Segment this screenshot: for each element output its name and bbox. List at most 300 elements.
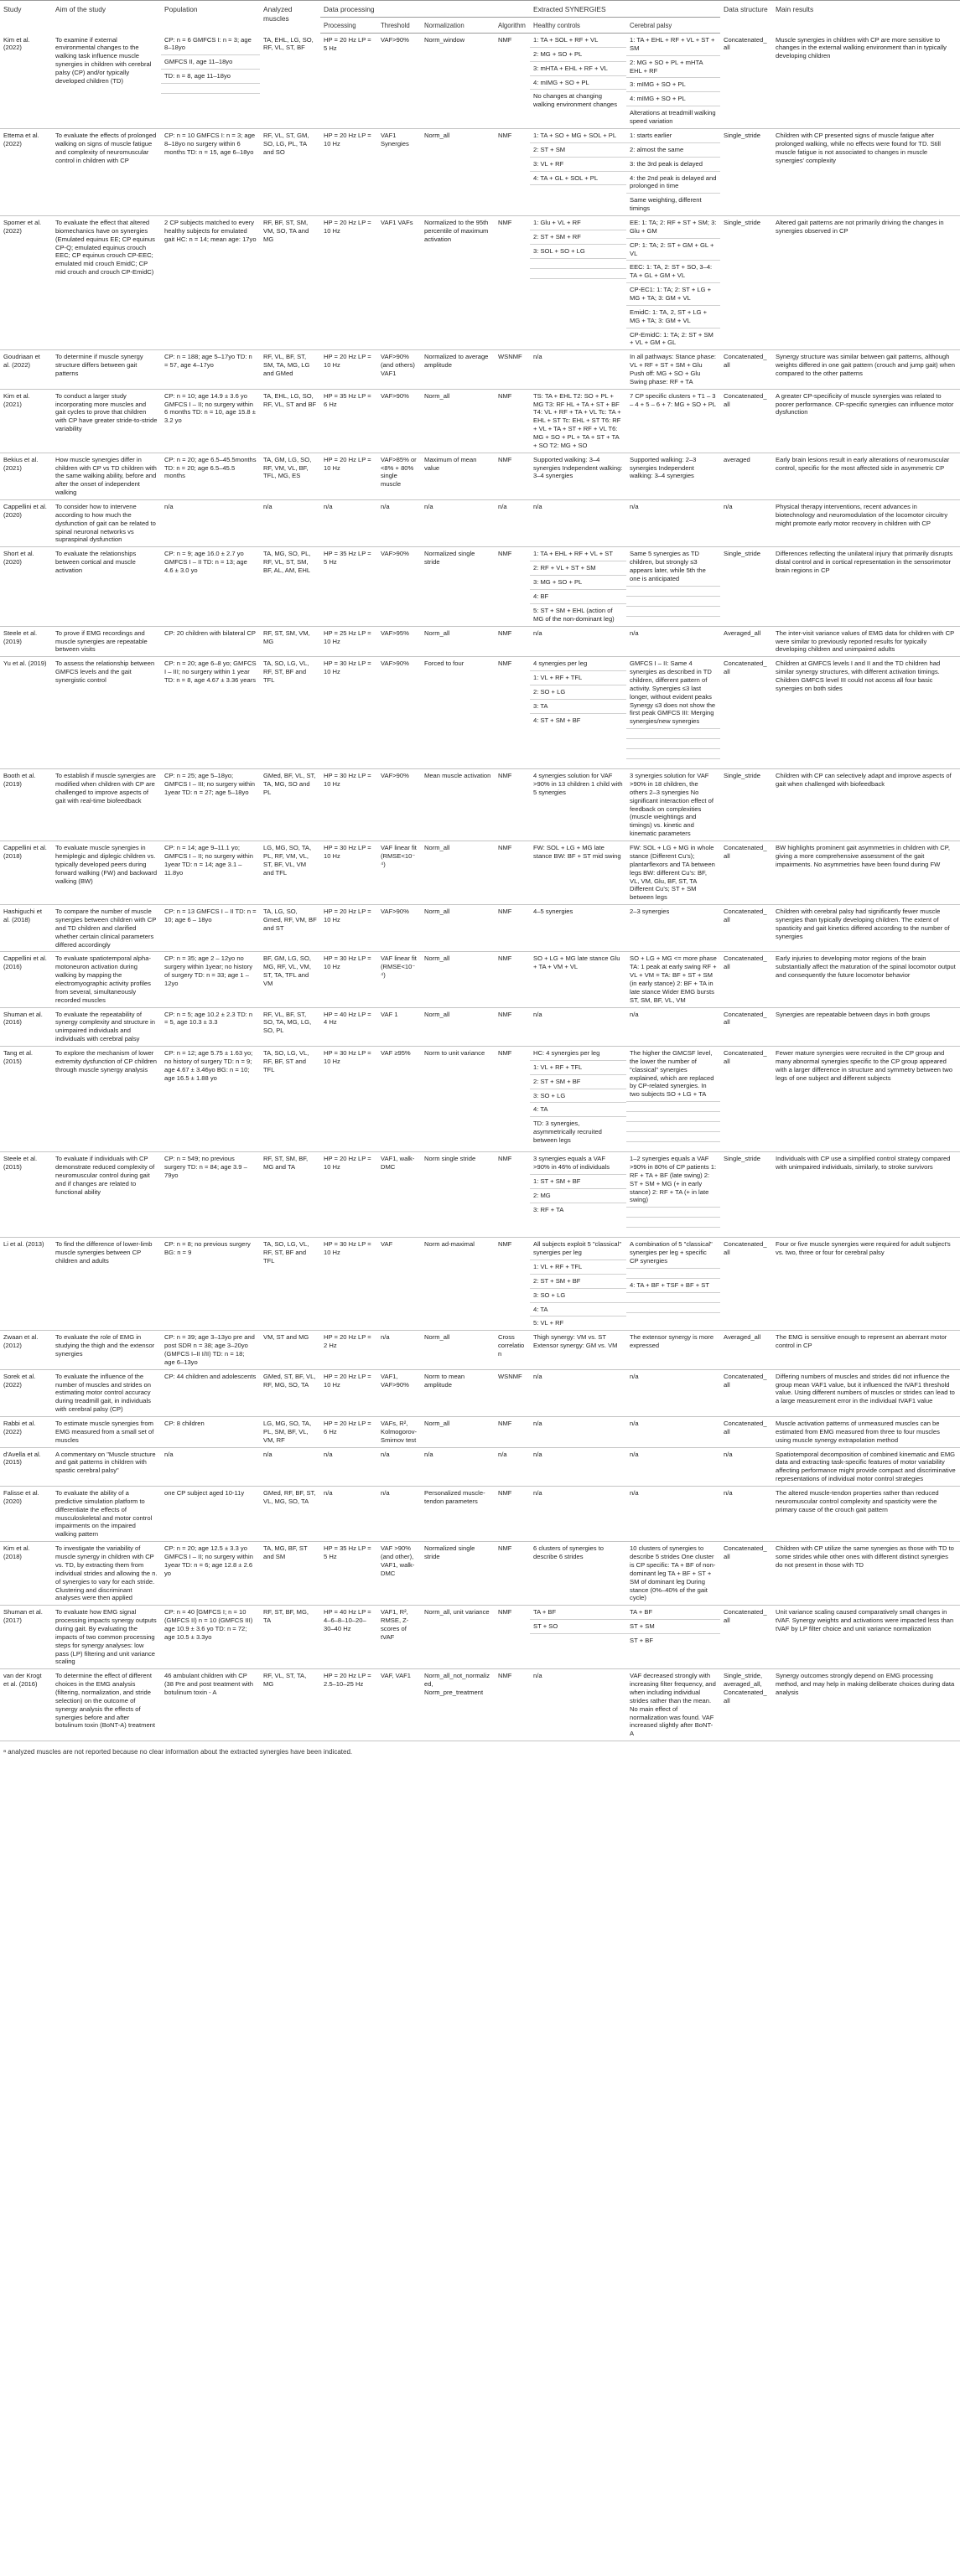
main-results-cell: Children with CP presented signs of muscle fatigue after prolonged walking, while no effects were found for TD. Still muscle fatigue is not associated to changes in muscle synergies' complexity (772, 128, 960, 215)
main-results-cell: Children with CP can selectively adapt and improve aspects of gait when challenged with biofeedback (772, 769, 960, 841)
healthy-controls-cell-entry: 1: VL + RF + TFL (530, 1060, 626, 1074)
population-cell-entry: TD: n = 8, age 11–18yo (161, 69, 260, 83)
normalization-cell: Norm_all (421, 1007, 495, 1046)
healthy-controls-cell (530, 34, 626, 129)
threshold-cell: VAF1 VAFs (377, 215, 421, 349)
healthy-controls-cell (530, 1542, 626, 1606)
aim-cell: A commentary on "Muscle structure and gait patterns in children with spastic cerebral palsy" (52, 1447, 161, 1486)
cerebral-palsy-cell-entry: 7 CP specific clusters + T1 – 3 – 4 + 5 – 6 + 7: MG + SO + PL (630, 391, 717, 408)
muscles-cell: RF, VL, ST, GM, SO, LG, PL, TA and SO (260, 128, 320, 215)
population-cell-entry: 2 CP subjects matched to every healthy subjects for emulated gait HC: n = 14; mean age: 17yo (164, 218, 257, 243)
normalization-cell: Norm_all (421, 1417, 495, 1448)
data-structure-cell: Single_stride, averaged_all, Concatenated_all (720, 1669, 772, 1741)
cerebral-palsy-cell-entry (626, 1121, 720, 1131)
cerebral-palsy-cell-entry: 10 clusters of synergies to describe 5 strides One cluster is CP specific: TA + BF of non-dominant leg TA + BF + ST + SM of dominant leg During stance (0%–40% of the gait cycle) (630, 1544, 716, 1602)
cerebral-palsy-cell-entry (626, 1302, 720, 1312)
table-row (0, 1238, 960, 1331)
cerebral-palsy-cell-entry (626, 758, 720, 768)
healthy-controls-cell-entry: 4: ST + SM + BF (530, 713, 626, 727)
healthy-controls-cell-entry: n/a (533, 1372, 542, 1380)
healthy-controls-cell-entry: 3: SO + LG (530, 1288, 626, 1302)
study-cell: d'Avella et al. (2015) (0, 1447, 52, 1486)
processing-cell: HP = 35 Hz LP = 5 Hz (320, 1542, 377, 1606)
healthy-controls-cell (530, 769, 626, 841)
threshold-cell: VAF 1 (377, 1007, 421, 1046)
table-row (0, 657, 960, 769)
healthy-controls-cell-entry: 3: SO + LG (530, 1089, 626, 1103)
main-results-cell: Differences reflecting the unilateral injury that primarily disrupts distal control and in cortical representation in the sensorimotor brain regions in CP (772, 547, 960, 626)
processing-cell: HP = 20 Hz LP = 2 Hz (320, 1331, 377, 1369)
cerebral-palsy-cell-entry: 3: mIMG + SO + PL (626, 77, 720, 91)
healthy-controls-cell (530, 1487, 626, 1542)
cerebral-palsy-cell-entry (626, 586, 720, 596)
aim-cell: To evaluate the ability of a predictive simulation platform to differentiate the effects of musculoskeletal and motor control impairments on the impaired walking pattern (52, 1487, 161, 1542)
cerebral-palsy-cell-entry (626, 1268, 720, 1278)
healthy-controls-cell (530, 626, 626, 657)
main-results-cell: BW highlights prominent gait asymmetries in children with CP, giving a more comprehensive assessment of the gait impairments. No asymmetries have been found during FW (772, 841, 960, 905)
processing-cell: HP = 40 Hz LP = 4–6–8–10–20–30–40 Hz (320, 1606, 377, 1669)
processing-cell: HP = 40 Hz LP = 4 Hz (320, 1007, 377, 1046)
study-cell: Spomer et al. (2022) (0, 215, 52, 349)
aim-cell: To examine if external environmental changes to the walking task influence muscle synergies in children with cerebral palsy (CP) and/or typically developed children (TD) (52, 34, 161, 129)
population-cell-entry: CP: n = 549; no previous surgery TD: n = 84; age 3.9 – 79yo (164, 1155, 247, 1179)
algorithm-cell: NMF (495, 1669, 530, 1741)
cerebral-palsy-cell-entry: ST + SM (626, 1619, 720, 1633)
cerebral-palsy-cell-entry (626, 1217, 720, 1227)
main-results-cell: Differing numbers of muscles and strides did not influence the group mean VAF1 value, but it influenced the tVAF1 threshold value. Using different numbers of muscles or strides can lead to a large measurement error in the individual tVAF1 value (772, 1369, 960, 1416)
cerebral-palsy-cell-entry: n/a (630, 1420, 639, 1428)
main-results-cell: Muscle synergies in children with CP are more sensitive to changes in the external walking environment than in typically developing children (772, 34, 960, 129)
healthy-controls-cell (530, 905, 626, 952)
cerebral-palsy-cell-entry: The extensor synergy is more expressed (630, 1333, 714, 1350)
algorithm-cell: NMF (495, 1046, 530, 1151)
healthy-controls-cell-entry: TD: 3 synergies, asymmetrically recruited between legs (530, 1116, 626, 1147)
aim-cell: To determine if muscle synergy structure differs between gait patterns (52, 350, 161, 389)
cerebral-palsy-cell-entry: CP-EmidC: 1: TA; 2: ST + SM + VL + GM + GL (626, 328, 720, 350)
aim-cell: To evaluate the effects of prolonged walking on signs of muscle fatigue and complexity of neuromuscular control in children with CP (52, 128, 161, 215)
normalization-cell: Norm_all (421, 389, 495, 453)
threshold-cell: VAF linear fit (RMSE<10⁻⁴) (377, 952, 421, 1007)
study-cell: van der Krogt et al. (2016) (0, 1669, 52, 1741)
header-population: Population (161, 1, 260, 34)
population-cell-entry: CP: 20 children with bilateral CP (164, 628, 256, 637)
population-cell (161, 500, 260, 547)
table-row (0, 1369, 960, 1416)
main-results-cell: Muscle activation patterns of unmeasured muscles can be estimated from EMG measured from three to four muscles using muscle synergy extrapolation method (772, 1417, 960, 1448)
healthy-controls-cell-entry: Thigh synergy: VM vs. ST Extensor synergy: GM vs. VM (533, 1333, 618, 1350)
normalization-cell: Normalized to average amplitude (421, 350, 495, 389)
healthy-controls-cell-entry: 4–5 synergies (533, 908, 573, 916)
population-cell (161, 128, 260, 215)
processing-cell: HP = 35 Hz LP = 5 Hz (320, 547, 377, 626)
population-cell-entry: 46 ambulant children with CP (38 Pre and post treatment with botulinum toxin - A (164, 1672, 253, 1696)
cerebral-palsy-cell-entry: 4: mIMG + SO + PL (626, 91, 720, 106)
muscles-cell: GMed, BF, VL, ST, TA, MG, SO and PL (260, 769, 320, 841)
aim-cell: To evaluate muscle synergies in hemiplegic and diplegic children vs. typically developed peers during forward walking (FW) and backward walking (BW) (52, 841, 161, 905)
cerebral-palsy-cell-entry: Alterations at treadmill walking speed variation (626, 106, 720, 128)
threshold-cell: VAF ≥95% (377, 1046, 421, 1151)
healthy-controls-cell (530, 841, 626, 905)
muscles-cell: TA, EHL, LG, SO, RF, VL, ST and BF (260, 389, 320, 453)
study-cell: Steele et al. (2019) (0, 626, 52, 657)
normalization-cell: Norm_all (421, 626, 495, 657)
algorithm-cell: NMF (495, 769, 530, 841)
population-cell (161, 350, 260, 389)
healthy-controls-cell-entry: 4 synergies solution for VAF >90% in 13 children 1 child with 5 synergies (533, 772, 623, 796)
healthy-controls-cell-entry: TS: TA + EHL T2: SO + PL + MG T3: RF HL + TA + ST + BF T4: VL + RF + TA + VL Tc: TA + EHL + ST Tc: EHL + ST T6: RF + VL + TA + ST + RF + VL T6: MG + SO + PL + TA + ST + TA + SO T2: MG + SO (533, 391, 621, 449)
healthy-controls-cell (530, 350, 626, 389)
processing-cell: n/a (320, 1447, 377, 1486)
cerebral-palsy-cell (626, 350, 720, 389)
cerebral-palsy-cell-entry (626, 606, 720, 616)
healthy-controls-cell-entry: No changes at changing walking environment changes (530, 89, 626, 111)
processing-cell: HP = 30 Hz LP = 10 Hz (320, 952, 377, 1007)
study-cell: Goudriaan et al. (2022) (0, 350, 52, 389)
aim-cell: To compare the number of muscle synergies between children with CP and TD children and clarified whether certain clinical parameters differed accordingly (52, 905, 161, 952)
healthy-controls-cell-entry: 1: TA + EHL + RF + VL + ST (533, 550, 613, 558)
healthy-controls-cell-entry: n/a (533, 353, 542, 361)
table-row (0, 547, 960, 626)
healthy-controls-cell-entry: 2: ST + SM (530, 142, 626, 157)
study-cell: Li et al. (2013) (0, 1238, 52, 1331)
footnote: ᵃ analyzed muscles are not reported because no clear information about the extracted synergies have been indicated. (0, 1741, 960, 1764)
muscles-cell: LG, MG, SO, TA, PL, SM, BF, VL, VM, RF (260, 1417, 320, 1448)
algorithm-cell: NMF (495, 952, 530, 1007)
population-cell (161, 1542, 260, 1606)
healthy-controls-cell (530, 215, 626, 349)
muscles-cell: VM, ST and MG (260, 1331, 320, 1369)
muscles-cell: GMed, RF, BF, ST, VL, MG, SO, TA (260, 1487, 320, 1542)
table-row (0, 1669, 960, 1741)
study-cell: Falisse et al. (2020) (0, 1487, 52, 1542)
algorithm-cell: NMF (495, 1152, 530, 1238)
healthy-controls-cell (530, 1669, 626, 1741)
header-study: Study (0, 1, 52, 34)
normalization-cell: Normalized single stride (421, 547, 495, 626)
table-header (0, 1, 960, 34)
algorithm-cell: NMF (495, 389, 530, 453)
cerebral-palsy-cell-entry: n/a (630, 1010, 639, 1018)
header-extracted-synergies: Extracted SYNERGIES (530, 1, 720, 18)
header-normalization: Normalization (421, 17, 495, 33)
population-cell-entry: CP: n = 10 GMFCS I: n = 3; age 8–18yo no surgery within 6 months TD: n = 15, age 6–18yo (164, 131, 256, 156)
population-cell-entry (161, 93, 260, 103)
algorithm-cell: NMF (495, 1606, 530, 1669)
healthy-controls-cell (530, 1238, 626, 1331)
muscles-cell: BF, GM, LG, SO, MG, RF, VL, VM, ST, TA, TFL and VM (260, 952, 320, 1007)
population-cell-entry: CP: 8 children (164, 1420, 205, 1428)
cerebral-palsy-cell-entry (626, 1227, 720, 1237)
healthy-controls-cell-entry: n/a (533, 1489, 542, 1497)
cerebral-palsy-cell-entry: 4: the 2nd peak is delayed and prolonged in time (626, 171, 720, 194)
study-cell: Ettema et al. (2022) (0, 128, 52, 215)
healthy-controls-cell-entry: 1: TA + SO + MG + SOL + PL (533, 131, 617, 139)
population-cell (161, 215, 260, 349)
normalization-cell: Normalized single stride (421, 1542, 495, 1606)
normalization-cell: Norm_all_not_normalized, Norm_pre_treatment (421, 1669, 495, 1741)
header-cp: Cerebral palsy (626, 17, 720, 33)
healthy-controls-cell (530, 128, 626, 215)
population-cell (161, 453, 260, 499)
algorithm-cell: NMF (495, 453, 530, 499)
normalization-cell: Personalized muscle-tendon parameters (421, 1487, 495, 1542)
population-cell-entry: CP: n = 20; age 6.5–45.5months TD: n = 20; age 6.5–45.5 months (164, 455, 257, 480)
data-structure-cell: Averaged_all (720, 1331, 772, 1369)
normalization-cell: Norm_all, unit variance (421, 1606, 495, 1669)
processing-cell: HP = 20 Hz LP = 10 Hz (320, 453, 377, 499)
table-row (0, 769, 960, 841)
population-cell (161, 1046, 260, 1151)
population-cell (161, 1417, 260, 1448)
population-cell-entry: one CP subject aged 10-11y (164, 1489, 245, 1497)
aim-cell: To evaluate how EMG signal processing impacts synergy outputs during gait. By evaluating the impacts of two common processing steps for synergy analyses: low pass (LP) filtering and unit variance scaling (52, 1606, 161, 1669)
main-results-cell: Children at GMFCS levels I and II and the TD children had similar synergy structures, with different activation timings. Children GMFCS level III could not access all four basic synergies on both sides (772, 657, 960, 769)
cerebral-palsy-cell-entry (626, 1292, 720, 1302)
cerebral-palsy-cell-entry: ST + BF (626, 1633, 720, 1648)
population-cell-entry: CP: n = 20; age 6–8 yo; GMFCS I – III; no surgery within 1 year TD: n = 8, age 4.67 ± 3.36 years (164, 660, 257, 685)
healthy-controls-cell-entry: 3: MG + SO + PL (530, 575, 626, 589)
healthy-controls-cell-entry: TA + BF (533, 1608, 557, 1616)
healthy-controls-cell-entry: 3: RF + TA (530, 1203, 626, 1217)
table-row (0, 952, 960, 1007)
muscles-cell: n/a (260, 1447, 320, 1486)
population-cell (161, 1369, 260, 1416)
threshold-cell: VAF1, R², RMSE, Z-scores of tVAF (377, 1606, 421, 1669)
algorithm-cell: n/a (495, 1447, 530, 1486)
table-row (0, 1046, 960, 1151)
muscles-cell: RF, VL, BF, ST, SM, TA, MG, LG and GMed (260, 350, 320, 389)
cerebral-palsy-cell-entry (626, 748, 720, 758)
cerebral-palsy-cell-entry: GMFCS I – II: Same 4 synergies as described in TD children, different pattern of activity. Synergies ≤3 last longer, without evident peaks Synergy ≤3 does not show the first peak GMFCS III: Merging synergies/new synergies (630, 660, 716, 726)
main-results-cell: Fewer mature synergies were recruited in the CP group and many abnormal synergies specific to the CP group appeared with a larger difference in structure and symmetry between two legs of one subject and different subjects (772, 1046, 960, 1151)
cerebral-palsy-cell (626, 657, 720, 769)
healthy-controls-cell (530, 1447, 626, 1486)
cerebral-palsy-cell-entry: n/a (630, 1489, 639, 1497)
table-row (0, 1007, 960, 1046)
table-row (0, 905, 960, 952)
threshold-cell: VAF>90% (and others) VAF1 (377, 350, 421, 389)
cerebral-palsy-cell (626, 128, 720, 215)
study-cell: Cappellini et al. (2020) (0, 500, 52, 547)
normalization-cell: n/a (421, 1447, 495, 1486)
healthy-controls-cell (530, 1331, 626, 1369)
algorithm-cell: NMF (495, 1238, 530, 1331)
algorithm-cell: NMF (495, 1542, 530, 1606)
threshold-cell: VAF1 Synergies (377, 128, 421, 215)
cerebral-palsy-cell (626, 1669, 720, 1741)
cerebral-palsy-cell-entry: VAF decreased strongly with increasing filter frequency, and when including individual strides rather than the mean. No main effect of normalization was found. VAF increased slightly after BoNT-A (630, 1672, 716, 1738)
population-cell (161, 769, 260, 841)
muscles-cell: TA, SO, LG, VL, RF, ST, BF and TFL (260, 1238, 320, 1331)
normalization-cell: Norm_window (421, 34, 495, 129)
normalization-cell: Norm_all (421, 841, 495, 905)
algorithm-cell: NMF (495, 626, 530, 657)
aim-cell: To consider how to intervene according to how much the dysfunction of gait can be related to spinal neuronal networks vs supraspinal dysfunction (52, 500, 161, 547)
table-row (0, 626, 960, 657)
healthy-controls-cell-entry: 5: ST + SM + EHL (action of MG of the non-dominant leg) (530, 603, 626, 626)
cerebral-palsy-cell-entry: 1–2 synergies equals a VAF >90% in 80% of CP patients 1: RF + TA + BF (late swing) 2: ST + SM + MG (+ in early stance) 2: RF + TA (+ in late swing) (630, 1155, 717, 1204)
algorithm-cell: NMF (495, 547, 530, 626)
main-results-cell: Altered gait patterns are not primarily driving the changes in synergies observed in CP (772, 215, 960, 349)
normalization-cell: Mean muscle activation (421, 769, 495, 841)
cerebral-palsy-cell-entry (626, 616, 720, 626)
main-results-cell: Synergies are repeatable between days in both groups (772, 1007, 960, 1046)
muscles-cell: TA, MG, SO, PL, RF, VL, ST, SM, BF, AL, AM, EHL (260, 547, 320, 626)
aim-cell: To determine the effect of different choices in the EMG analysis (filtering, normalization, and stride selection) on the outcome of synergy analysis the effects of synergies before and after botulinum toxin (BoNT-A) treatment (52, 1669, 161, 1741)
normalization-cell: Norm ad-maximal (421, 1238, 495, 1331)
header-processing: Processing (320, 17, 377, 33)
cerebral-palsy-cell-entry (626, 728, 720, 738)
threshold-cell: n/a (377, 1331, 421, 1369)
population-cell (161, 841, 260, 905)
cerebral-palsy-cell-entry (626, 1111, 720, 1121)
cerebral-palsy-cell-entry: The higher the GMCSF level, the lower the number of "classical" synergies explained, which are replaced by CP-related synergies. In two subjects SO + LG + TA (630, 1048, 714, 1099)
data-structure-cell: Concatenated_all (720, 952, 772, 1007)
population-cell (161, 1447, 260, 1486)
threshold-cell: VAF>90% (377, 389, 421, 453)
header-structure: Data structure (720, 1, 772, 34)
main-results-cell: Four or five muscle synergies were required for adult subject's vs. two, three or four for cerebral palsy (772, 1238, 960, 1331)
table-row (0, 34, 960, 129)
threshold-cell: VAF>85% or <8% + 80% single muscle (377, 453, 421, 499)
population-cell-entry: CP: n = 188; age 5–17yo TD: n = 57, age 4–17yo (164, 353, 252, 370)
data-structure-cell: Concatenated_all (720, 841, 772, 905)
aim-cell: How muscle synergies differ in children with CP vs TD children with the same walking ability, before and after the onset of independent walking (52, 453, 161, 499)
data-structure-cell: Concatenated_all (720, 1046, 772, 1151)
threshold-cell: VAF>90% (377, 769, 421, 841)
study-cell: Sorek et al. (2022) (0, 1369, 52, 1416)
healthy-controls-cell-entry: n/a (533, 1010, 542, 1018)
study-cell: Short et al. (2020) (0, 547, 52, 626)
table-row (0, 350, 960, 389)
population-cell-entry: CP: n = 6 GMFCS I: n = 3; age 8–18yo (164, 35, 252, 52)
healthy-controls-cell-entry: 2: RF + VL + ST + SM (530, 561, 626, 575)
population-cell-entry: n/a (164, 1450, 174, 1458)
muscles-cell: RF, VL, BF, ST, SO, TA, MG, LG, SO, PL (260, 1007, 320, 1046)
normalization-cell: Norm_all (421, 905, 495, 952)
study-cell: Cappellini et al. (2016) (0, 952, 52, 1007)
aim-cell: To explore the mechanism of lower extremity dysfunction of CP children through muscle synergy analysis (52, 1046, 161, 1151)
population-cell-entry: CP: n = 39; age 3–13yo pre and post SDR n = 38; age 3–20yo (GMFCS I–II I/II) TD: n = 18; age 6–13yo (164, 1333, 255, 1366)
data-structure-cell: Concatenated_all (720, 1606, 772, 1669)
population-cell-entry: GMFCS II, age 11–18yo (161, 54, 260, 69)
processing-cell: n/a (320, 500, 377, 547)
main-results-cell: Individuals with CP use a simplified control strategy compared with unimpaired individuals, similarly, to stroke survivors (772, 1152, 960, 1238)
main-results-cell: The altered muscle-tendon properties rather than reduced neuromuscular control complexity and spasticity were the primary cause of the crouch gait pattern (772, 1487, 960, 1542)
cerebral-palsy-cell-entry: SO + LG + MG <= more phase TA: 1 peak at early swing RF + VL + VM = TA: BF + ST + SM (in early stance) 2: BF + TA in late stance Wider EMG bursts ST, SM, BF, VL, VM (630, 954, 717, 1004)
study-cell: Rabbi et al. (2022) (0, 1417, 52, 1448)
healthy-controls-cell-entry: n/a (533, 628, 542, 637)
processing-cell: HP = 20 Hz LP = 10 Hz (320, 1369, 377, 1416)
main-results-cell: Children with CP utilize the same synergies as those with TD to some strides while other ones with different distinct synergies do not present in those with TD (772, 1542, 960, 1606)
cerebral-palsy-cell-entry: n/a (630, 503, 639, 510)
cerebral-palsy-cell-entry: FW: SOL + LG + MG in whole stance (Different Cu's); plantarflexors and TA between legs BW: different Cu's: BF, VL, VM, Glu, BF, ST, TA Different Cu's; ST + SM between legs (630, 844, 715, 902)
table-row (0, 1606, 960, 1669)
data-structure-cell: n/a (720, 500, 772, 547)
muscles-cell: TA, MG, BF, ST and SM (260, 1542, 320, 1606)
main-results-cell: Unit variance scaling caused comparatively small changes in tVAF. Synergy weights and activations were impacted less than tVAF by LP filter choice and unit variance normalization (772, 1606, 960, 1669)
normalization-cell: Normalized to the 95th percentile of maximum activation (421, 215, 495, 349)
processing-cell: HP = 20 Hz LP = 10 Hz (320, 128, 377, 215)
cerebral-palsy-cell (626, 1007, 720, 1046)
study-cell: Kim et al. (2021) (0, 389, 52, 453)
healthy-controls-cell-entry: n/a (533, 1420, 542, 1428)
healthy-controls-cell-entry: FW: SOL + LG + MG late stance BW: BF + ST mid swing (533, 844, 621, 860)
threshold-cell: VAF, VAF1 (377, 1669, 421, 1741)
data-structure-cell: Concatenated_all (720, 389, 772, 453)
table-row (0, 215, 960, 349)
table-body (0, 34, 960, 1741)
healthy-controls-cell-entry (530, 268, 626, 278)
threshold-cell: VAF>95% (377, 626, 421, 657)
aim-cell: To conduct a larger study incorporating more muscles and gait cycles to prove that children with CP have greater stride-to-stride variability (52, 389, 161, 453)
cerebral-palsy-cell-entry (626, 738, 720, 748)
population-cell (161, 626, 260, 657)
healthy-controls-cell-entry: n/a (533, 1672, 542, 1680)
cerebral-palsy-cell-entry (626, 596, 720, 606)
healthy-controls-cell-entry: 1: Glu + VL + RF (533, 218, 581, 226)
muscles-cell: RF, VL, ST, TA, MG (260, 1669, 320, 1741)
table-row (0, 1417, 960, 1448)
processing-cell: HP = 30 Hz LP = 10 Hz (320, 1046, 377, 1151)
study-cell: Shuman et al. (2017) (0, 1606, 52, 1669)
study-cell: Kim et al. (2022) (0, 34, 52, 129)
healthy-controls-cell-entry: 5: VL + RF (530, 1316, 626, 1330)
table-row (0, 1331, 960, 1369)
population-cell (161, 389, 260, 453)
population-cell-entry: CP: n = 5; age 10.2 ± 2.3 TD: n = 5, age 10.3 ± 3.3 (164, 1010, 253, 1027)
header-algorithm: Algorithm (495, 17, 530, 33)
population-cell (161, 1669, 260, 1741)
threshold-cell: VAF (377, 1238, 421, 1331)
cerebral-palsy-cell-entry: TA + BF (630, 1608, 653, 1616)
processing-cell: HP = 20 Hz LP = 10 Hz (320, 1152, 377, 1238)
population-cell-entry: CP: n = 8; no previous surgery BG: n = 9 (164, 1240, 251, 1257)
cerebral-palsy-cell (626, 626, 720, 657)
normalization-cell: Forced to four (421, 657, 495, 769)
healthy-controls-cell-entry: 1: ST + SM + BF (530, 1174, 626, 1188)
data-structure-cell: Single_stride (720, 215, 772, 349)
cerebral-palsy-cell-entry: A combination of 5 "classical" synergies per leg + specific CP synergies (630, 1240, 713, 1265)
healthy-controls-cell-entry: 1: TA + SOL + RF + VL (533, 36, 599, 44)
population-cell (161, 1238, 260, 1331)
table-row (0, 841, 960, 905)
cerebral-palsy-cell (626, 500, 720, 547)
muscles-cell: TA, SO, LG, VL, RF, BF, ST and TFL (260, 1046, 320, 1151)
cerebral-palsy-cell-entry: 2: almost the same (626, 142, 720, 157)
cerebral-palsy-cell (626, 547, 720, 626)
muscles-cell: RF, ST, BF, MG, TA (260, 1606, 320, 1669)
cerebral-palsy-cell-entry: n/a (630, 1450, 639, 1458)
study-cell: Hashiguchi et al. (2018) (0, 905, 52, 952)
cerebral-palsy-cell (626, 1369, 720, 1416)
healthy-controls-cell (530, 657, 626, 769)
cerebral-palsy-cell-entry: Supported walking: 2–3 synergies Independent walking: 3–4 synergies (630, 455, 697, 480)
healthy-controls-cell-entry: 1: VL + RF + TFL (530, 670, 626, 685)
healthy-controls-cell-entry (530, 184, 626, 194)
healthy-controls-cell-entry: 1: VL + RF + TFL (530, 1260, 626, 1274)
data-structure-cell: Concatenated_all (720, 350, 772, 389)
healthy-controls-cell-entry: n/a (533, 503, 542, 510)
aim-cell: To evaluate the influence of the number of muscles and strides on estimating motor control accuracy during treadmill gait, in individuals with cerebral palsy (CP) (52, 1369, 161, 1416)
data-structure-cell: Single_stride (720, 1152, 772, 1238)
main-results-cell: Early brain lesions result in early alterations of neuromuscular control, specific for the most affected side in asymmetric CP (772, 453, 960, 499)
healthy-controls-cell-entry: 4: BF (530, 589, 626, 603)
algorithm-cell: NMF (495, 1487, 530, 1542)
muscles-cell: TA, EHL, LG, SO, RF, VL, ST, BF (260, 34, 320, 129)
header-aim: Aim of the study (52, 1, 161, 34)
main-results-cell: A greater CP-specificity of muscle synergies was related to poorer performance. CP-specific synergies can influence motor dysfunction (772, 389, 960, 453)
